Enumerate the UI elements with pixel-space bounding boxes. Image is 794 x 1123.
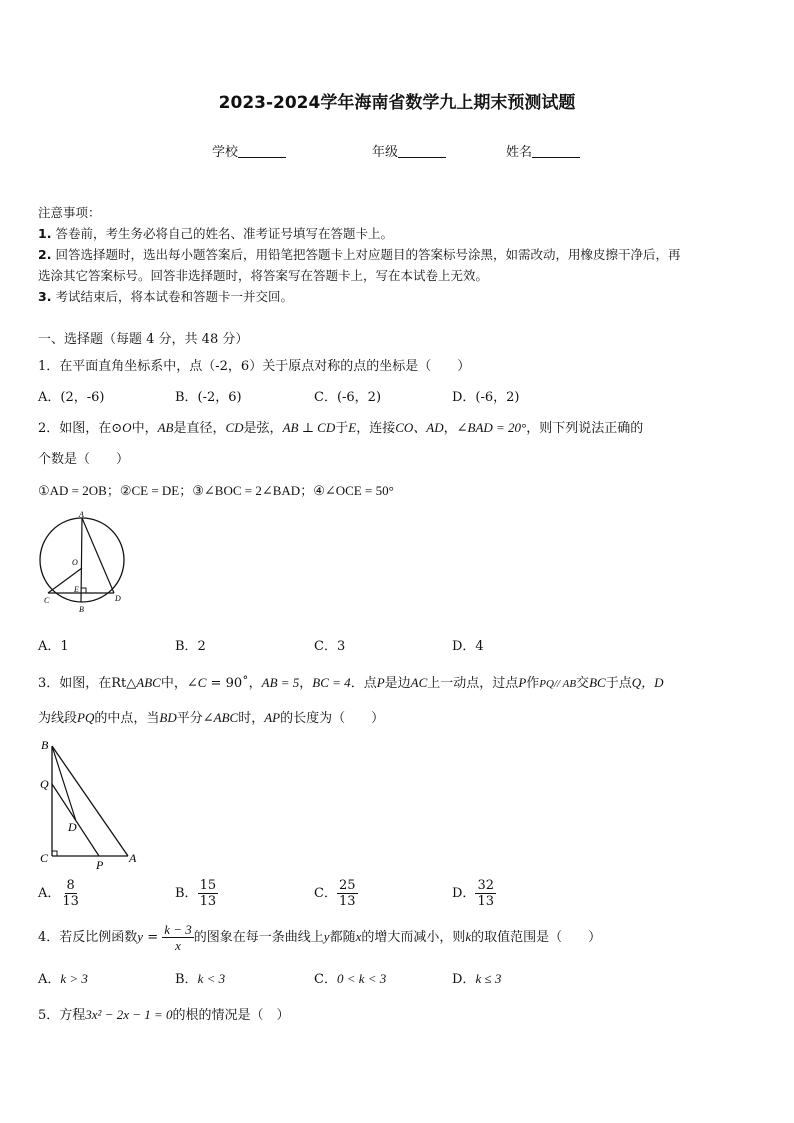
label-o: O	[72, 558, 78, 567]
label-a: A	[79, 510, 84, 519]
label-p: P	[96, 858, 104, 872]
q3-option-c: C． $\frac{25}{13}$	[314, 878, 356, 909]
label-b: B	[79, 605, 84, 614]
label-a: A	[129, 851, 137, 865]
note-item: 3. 考试结束后，将本试卷和答题卡一并交回。	[38, 289, 293, 304]
q4-option-c: C．0 < k < 3	[314, 971, 387, 987]
label-e: E	[74, 585, 79, 594]
name-blank	[532, 145, 580, 158]
school-label: 学校	[212, 145, 239, 160]
q2-circle-figure	[34, 510, 134, 620]
q4-stem: 4．若反比例函数y = $\frac{k - 3}{x}$ 的图象在每一条曲线上y都随x的增大而减小，则k的取值范围是（ ）	[38, 922, 602, 953]
q1-stem: 1．在平面直角坐标系中，点（-2，6）关于原点对称的点的坐标是（ ）	[38, 359, 471, 374]
school-blank	[238, 145, 286, 158]
note-item: 2. 回答选择题时，选出每小题答案后，用铅笔把答题卡上对应题目的答案标号涂黑，如需改动，用橡皮擦干净后，再	[38, 247, 681, 262]
name-field	[506, 141, 580, 160]
q3-stem: 3．如图，在Rt△ABC中，∠C = 90˚，AB = 5，BC = 4．点P是边AC上一动点，过点P作PQ// AB交BC于点Q，D	[38, 675, 664, 691]
q1-option-d: D．(-6，2)	[452, 390, 520, 405]
school-field	[212, 141, 286, 160]
q1-option-b: B．(-2，6)	[175, 390, 242, 405]
diameter-ab	[81, 518, 82, 602]
notes-heading: 注意事项：	[38, 205, 101, 220]
name-label: 姓名	[506, 145, 533, 160]
section-heading: 一、选择题（每题 4 分，共 48 分）	[38, 332, 249, 347]
notes-block	[38, 202, 760, 307]
q2-option-c: C．3	[314, 639, 346, 654]
q4-option-a: A．k > 3	[38, 971, 88, 987]
q2-option-d: D．4	[452, 639, 484, 654]
q3-stem-line2: 为线段PQ的中点，当BD平分∠ABC时，AP的长度为（ ）	[38, 710, 385, 726]
page-title: 2023-2024学年海南省数学九上期末预测试题	[218, 93, 576, 113]
label-d: D	[115, 594, 121, 603]
q3-option-a: A． $\frac{8}{13}$	[38, 878, 79, 909]
q1-option-a: A．(2，-6)	[38, 390, 105, 405]
q2-option-b: B．2	[175, 639, 206, 654]
segment-bd	[52, 746, 76, 821]
label-b: B	[41, 738, 49, 752]
label-d: D	[68, 820, 77, 834]
q2-option-a: A．1	[38, 639, 69, 654]
segment-ad	[82, 518, 114, 593]
grade-blank	[398, 145, 446, 158]
q3-option-b: B． $\frac{15}{13}$	[175, 878, 217, 909]
grade-label: 年级	[372, 145, 399, 160]
q3-triangle-figure	[36, 736, 146, 872]
q5-stem: 5．方程3x² − 2x − 1 = 0的根的情况是（ ）	[38, 1007, 290, 1023]
right-angle-mark	[52, 851, 57, 856]
q2-stem: 2．如图，在⊙O中，AB是直径，CD是弦，AB ⊥ CD于E，连接CO、AD，∠BAD = 20°，则下列说法正确的	[38, 420, 644, 436]
note-item: 选涂其它答案标号。回答非选择题时，将答案写在答题卡上，写在本试卷上无效。	[38, 268, 489, 283]
label-c: C	[44, 596, 50, 605]
q1-option-c: C．(-6，2)	[314, 390, 382, 405]
label-c: C	[40, 851, 49, 865]
q4-option-b: B．k < 3	[175, 971, 226, 987]
label-q: Q	[40, 777, 49, 791]
q4-option-d: D．k ≤ 3	[452, 971, 502, 987]
grade-field	[372, 141, 446, 160]
q2-statements: ①AD = 2OB；②CE = DE；③∠BOC = 2∠BAD；④∠OCE = 50°	[38, 483, 394, 498]
note-item: 1. 答卷前，考生务必将自己的姓名、准考证号填写在答题卡上。	[38, 226, 393, 241]
q2-stem-line2: 个数是（ ）	[38, 452, 130, 467]
q3-option-d: D． $\frac{32}{13}$	[452, 878, 494, 909]
